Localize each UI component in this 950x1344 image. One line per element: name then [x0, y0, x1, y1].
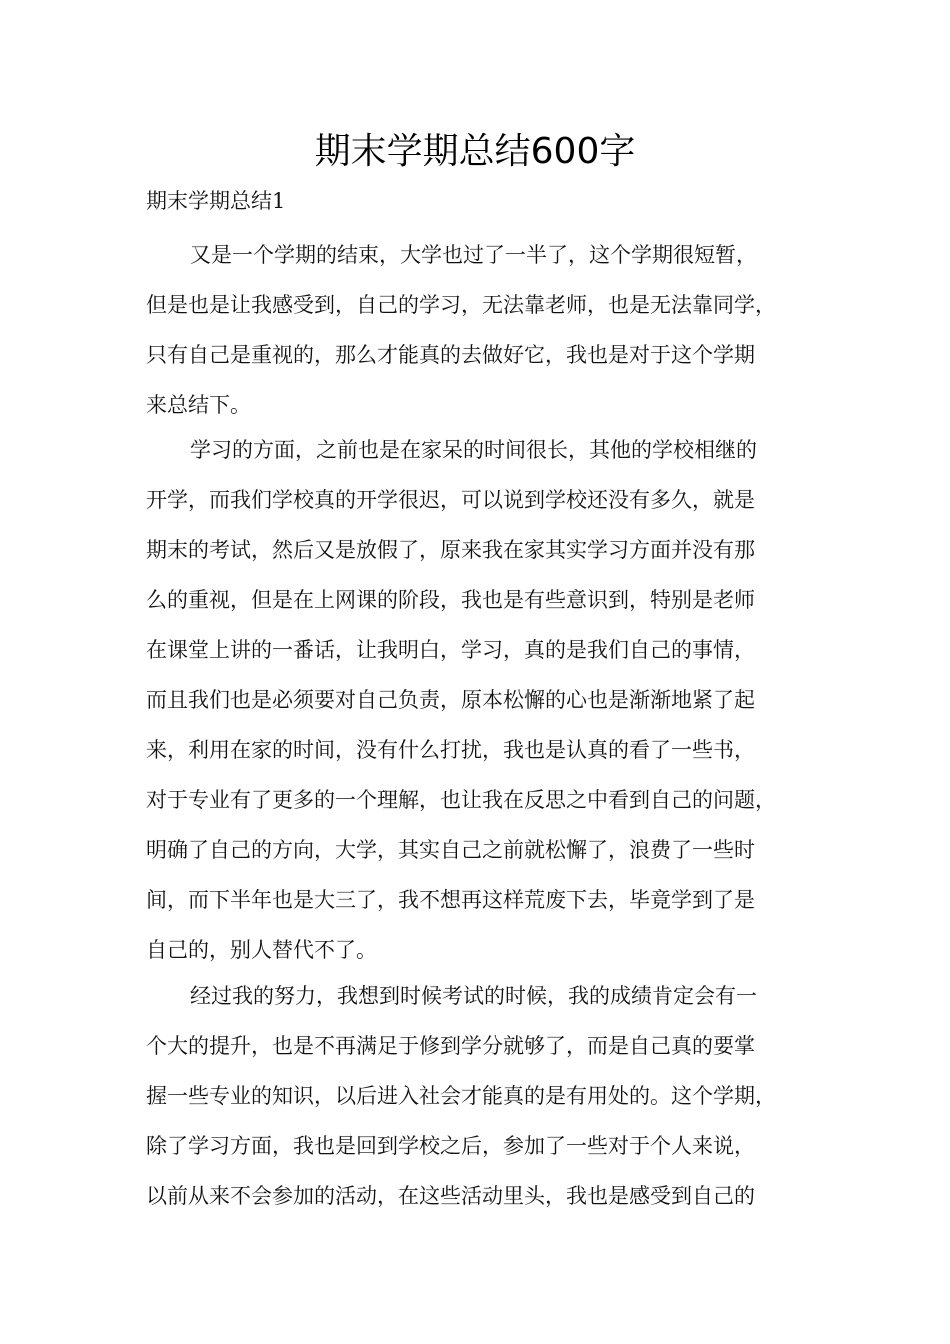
paragraph-line: 握一些专业的知识，以后进入社会才能真的是有用处的。这个学期， — [146, 1084, 776, 1108]
paragraph-line: 间，而下半年也是大三了，我不想再这样荒废下去，毕竟学到了是 — [146, 888, 755, 912]
paragraph-3 — [146, 971, 826, 1221]
paragraph-line: 以前从来不会参加的活动，在这些活动里头，我也是感受到自己的 — [146, 1184, 755, 1208]
paragraph-line: 而且我们也是必须要对自己负责，原本松懈的心也是渐渐地紧了起 — [146, 688, 755, 712]
paragraph-line: 但是也是让我感受到，自己的学习，无法靠老师，也是无法靠同学， — [146, 293, 776, 317]
paragraph-line: 开学，而我们学校真的开学很迟，可以说到学校还没有多久，就是 — [146, 488, 755, 512]
paragraph-line: 只有自己是重视的，那么才能真的去做好它，我也是对于这个学期 — [146, 343, 755, 367]
paragraph-line: 在课堂上讲的一番话，让我明白，学习，真的是我们自己的事情， — [146, 638, 755, 662]
paragraph-line: 又是一个学期的结束，大学也过了一半了，这个学期很短暂， — [190, 243, 757, 267]
paragraph-line: 个大的提升，也是不再满足于修到学分就够了，而是自己真的要掌 — [146, 1034, 755, 1058]
paragraph-line: 来，利用在家的时间，没有什么打扰，我也是认真的看了一些书， — [146, 738, 755, 762]
paragraph-line: 学习的方面，之前也是在家呆的时间很长，其他的学校相继的 — [190, 438, 757, 462]
paragraph-line: 除了学习方面，我也是回到学校之后，参加了一些对于个人来说， — [146, 1134, 755, 1158]
paragraph-line: 明确了自己的方向，大学，其实自己之前就松懈了，浪费了一些时 — [146, 838, 755, 862]
section-heading: 期末学期总结1 — [146, 189, 286, 213]
paragraph-line: 经过我的努力，我想到时候考试的时候，我的成绩肯定会有一 — [190, 984, 757, 1008]
paragraph-2 — [146, 425, 826, 975]
paragraph-1 — [146, 230, 826, 430]
paragraph-line: 来总结下。 — [146, 393, 251, 417]
paragraph-line: 么的重视，但是在上网课的阶段，我也是有些意识到，特别是老师 — [146, 588, 755, 612]
paragraph-line: 期末的考试，然后又是放假了，原来我在家其实学习方面并没有那 — [146, 538, 755, 562]
paragraph-line: 自己的，别人替代不了。 — [146, 938, 377, 962]
paragraph-line: 对于专业有了更多的一个理解，也让我在反思之中看到自己的问题， — [146, 788, 776, 812]
document-title: 期末学期总结600字 — [314, 131, 636, 172]
